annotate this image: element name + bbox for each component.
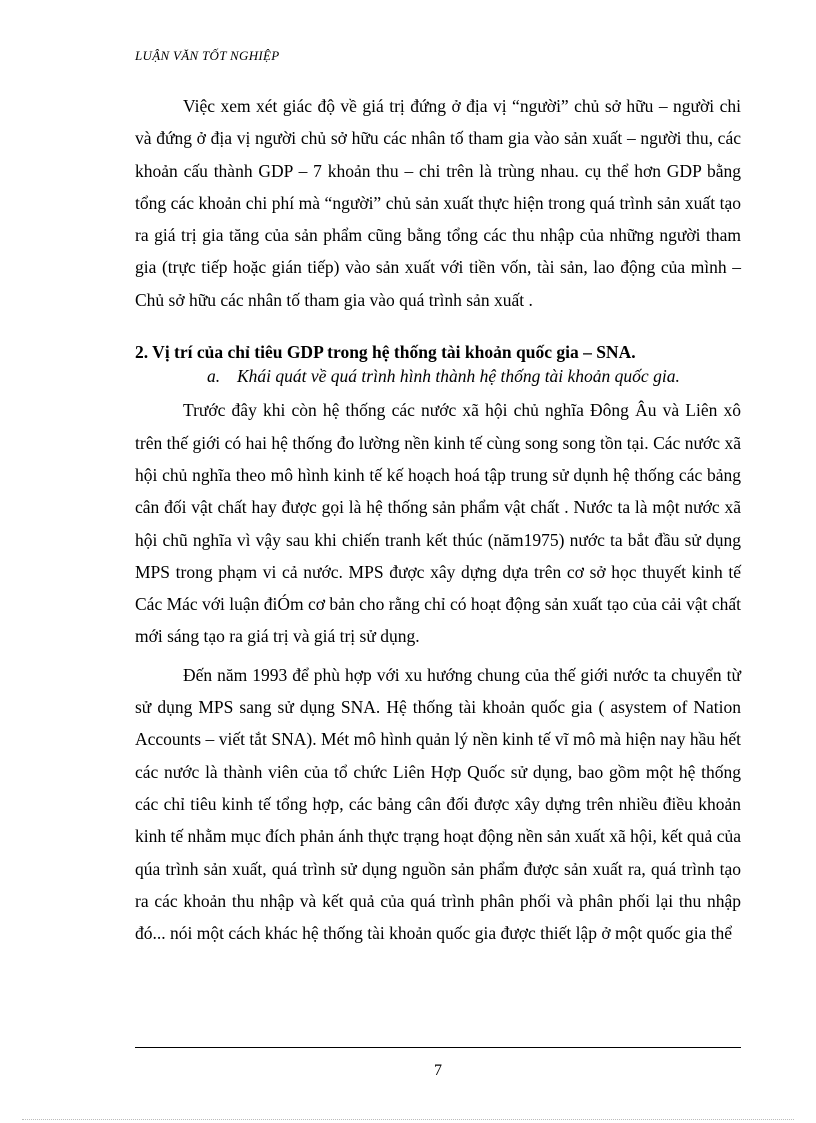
- page-number: 7: [434, 1062, 442, 1079]
- subsection-heading: [135, 364, 741, 388]
- subsection-number: a.: [207, 366, 221, 387]
- paragraph-1: Việc xem xét giác độ về giá trị đứng ở địa vị “người” chủ sở hữu – người chi và đứng ở địa vị người chủ sở hữu các nhân tố tham gia vào sản xuất – người thu, các khoản cấu thành GDP – 7 khoản thu – chi trên là trùng nhau. cụ thể hơn GDP bằng tổng các khoản chi phí mà “người” chủ sản xuất thực hiện trong quá trình sản xuất tạo ra giá trị gia tăng của sản phẩm cũng bằng tổng các thu nhập của những người tham gia (trực tiếp hoặc gián tiếp) vào sản xuất với tiền vốn, tài sản, lao động của mình – Chủ sở hữu các nhân tố tham gia vào quá trình sản xuất .: [135, 96, 741, 310]
- subsection-title: Khái quát về quá trình hình thành hệ thống tài khoản quốc gia.: [237, 366, 680, 387]
- paragraph-3: Đến năm 1993 để phù hợp với xu hướng chung của thế giới nước ta chuyển từ sử dụng MPS sang sử dụng SNA. Hệ thống tài khoản quốc gia ( asystem of Nation Accounts – viết tắt SNA). Mét mô hình quản lý nền kinh tế vĩ mô mà hiện nay hầu hết các nước là thành viên của tổ chức Liên Hợp Quốc sử dụng, bao gồm một hệ thống các chỉ tiêu kinh tế tổng hợp, các bảng cân đối được xây dựng trên nhiều điều khoản kinh tế nhằm mục đích phản ánh thực trạng hoạt động nền sản xuất xã hội, kết quả của qúa trình sản xuất, quá trình sử dụng nguồn sản phẩm được sản xuất ra, quá trình tạo ra các khoản thu nhập và kết quả của quá trình phân phối và phân phối lại thu nhập đó... nói một cách khác hệ thống tài khoản quốc gia được thiết lập ở một quốc gia thể: [135, 664, 741, 944]
- paragraph-2: Trước đây khi còn hệ thống các nước xã hội chủ nghĩa Đông Âu và Liên xô trên thế giới có hai hệ thống đo lường nền kinh tế cùng song song tồn tại. Các nước xã hội chủ nghĩa theo mô hình kinh tế kế hoạch hoá tập trung sử dụnh hệ thống các bảng cân đối vật chất hay được gọi là hệ thống sản phẩm vật chất . Nước ta là một nước xã hội chũ nghĩa vì vậy sau khi chiến tranh kết thúc (năm1975) nước ta bắt đầu sử dụng MPS trong phạm vi cả nước. MPS được xây dựng dựa trên cơ sở học thuyết kinh tế Các Mác với luận điÓm cơ bản cho rằng chỉ có hoạt động sản xuất tạo của cải vật chất mới sáng tạo ra giá trị và giá trị sử dụng.: [135, 400, 742, 647]
- footer-divider: [135, 1047, 741, 1048]
- section-heading: 2. Vị trí của chỉ tiêu GDP trong hệ thống tài khoản quốc gia – SNA.: [135, 342, 636, 363]
- page-bottom-edge: [22, 1119, 794, 1120]
- document-body: [135, 90, 741, 949]
- running-header: LUẬN VĂN TỐT NGHIỆP: [135, 48, 280, 63]
